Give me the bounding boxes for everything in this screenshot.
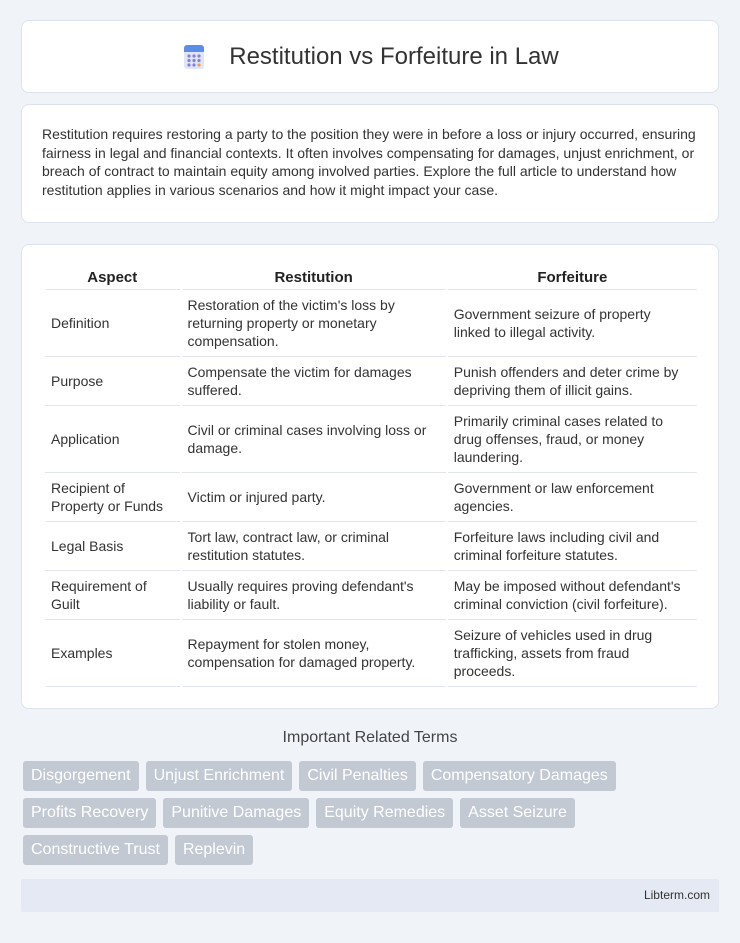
table-cell: Compensate the victim for damages suffered. [182, 357, 446, 406]
comparison-card [21, 244, 719, 709]
related-term-tag[interactable]: Constructive Trust [23, 835, 168, 865]
table-cell: Seizure of vehicles used in drug trafficking, assets from fraud proceeds. [448, 620, 697, 687]
table-row [45, 290, 697, 357]
table-cell: Government or law enforcement agencies. [448, 473, 697, 522]
related-term-tag[interactable]: Civil Penalties [299, 761, 415, 791]
column-header-aspect: Aspect [45, 265, 180, 290]
table-header-row [45, 265, 697, 290]
table-cell: Tort law, contract law, or criminal restitution statutes. [182, 522, 446, 571]
page-title: Restitution vs Forfeiture in Law [229, 42, 559, 70]
table-cell: Civil or criminal cases involving loss or damage. [182, 406, 446, 473]
table-cell: Restoration of the victim's loss by returning property or monetary compensation. [182, 290, 446, 357]
table-cell: Definition [45, 290, 180, 357]
table-cell: Victim or injured party. [182, 473, 446, 522]
table-cell: Primarily criminal cases related to drug offenses, fraud, or money laundering. [448, 406, 697, 473]
related-terms-list [23, 761, 723, 872]
table-row [45, 357, 697, 406]
table-cell: Requirement of Guilt [45, 571, 180, 620]
related-term-tag[interactable]: Compensatory Damages [423, 761, 616, 791]
table-row [45, 473, 697, 522]
table-row [45, 620, 697, 687]
footer-site-link[interactable]: Libterm.com [643, 888, 710, 902]
related-term-tag[interactable]: Replevin [175, 835, 253, 865]
table-cell: Forfeiture laws including civil and criminal forfeiture statutes. [448, 522, 697, 571]
calculator-icon [181, 44, 207, 70]
table-cell: Punish offenders and deter crime by depriving them of illicit gains. [448, 357, 697, 406]
table-cell: Examples [45, 620, 180, 687]
related-term-tag[interactable]: Equity Remedies [316, 798, 453, 828]
table-cell: May be imposed without defendant's criminal conviction (civil forfeiture). [448, 571, 697, 620]
related-term-tag[interactable]: Unjust Enrichment [146, 761, 293, 791]
header-card [21, 20, 719, 93]
related-term-tag[interactable]: Punitive Damages [163, 798, 309, 828]
table-cell: Application [45, 406, 180, 473]
table-row [45, 522, 697, 571]
table-cell: Purpose [45, 357, 180, 406]
table-cell: Usually requires proving defendant's liability or fault. [182, 571, 446, 620]
related-term-tag[interactable]: Disgorgement [23, 761, 139, 791]
related-term-tag[interactable]: Profits Recovery [23, 798, 156, 828]
table-cell: Government seizure of property linked to illegal activity. [448, 290, 697, 357]
table-row [45, 406, 697, 473]
comparison-table [43, 265, 699, 687]
column-header-restitution: Restitution [182, 265, 446, 290]
table-cell: Repayment for stolen money, compensation for damaged property. [182, 620, 446, 687]
related-terms-title: Important Related Terms [282, 729, 458, 746]
intro-text: Restitution requires restoring a party to the position they were in before a loss or injury occurred, ensuring fairness in legal and financial contexts. It often involves compensating for damages, unjust enrichment, or breach of contract to maintain equity among involved parties. Explore the full article to understand how restitution applies in various scenarios and how it might impact your case. [42, 126, 696, 198]
footer [21, 879, 719, 912]
related-term-tag[interactable]: Asset Seizure [460, 798, 575, 828]
column-header-forfeiture: Forfeiture [448, 265, 697, 290]
table-cell: Legal Basis [45, 522, 180, 571]
table-cell: Recipient of Property or Funds [45, 473, 180, 522]
table-row [45, 571, 697, 620]
intro-card [21, 104, 719, 223]
